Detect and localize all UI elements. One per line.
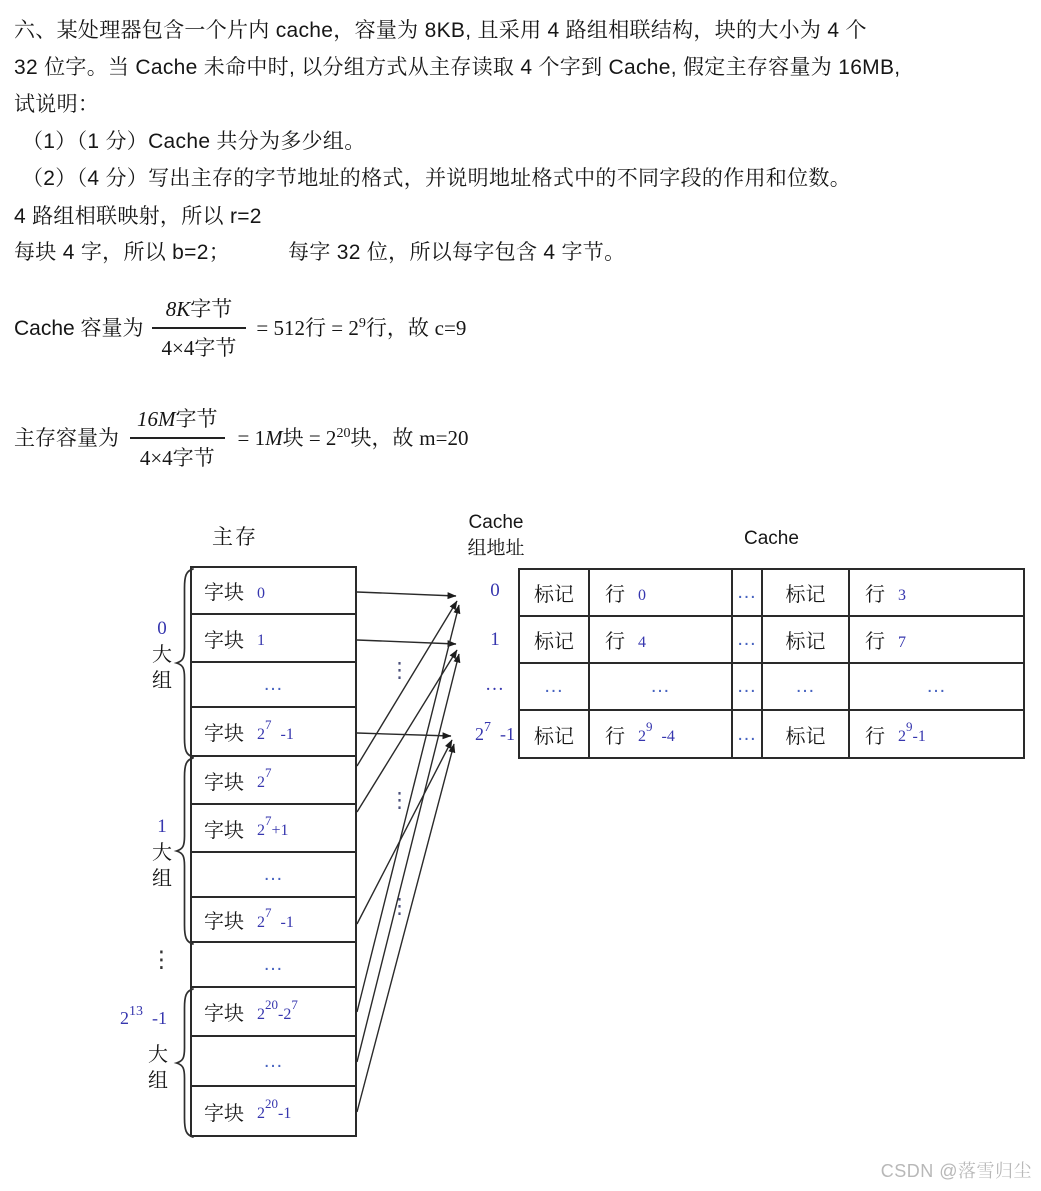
cache-cell-tag: 标记 — [763, 570, 850, 617]
main-memory-title: 主存 — [212, 526, 258, 549]
mapping-arrow — [357, 592, 456, 596]
mapping-arrow — [357, 733, 451, 736]
set-address-value: $2^7$ -1 — [475, 720, 515, 744]
group-char: 组 — [152, 670, 172, 692]
solution-line-2 — [14, 236, 625, 266]
formula-prefix: Cache 容量为 — [14, 317, 144, 340]
fraction — [152, 293, 247, 362]
main-memory-row-ellipsis: … — [192, 853, 355, 898]
fraction-numerator: 8K字节 — [165, 296, 233, 321]
main-memory-row-ellipsis: … — [192, 663, 355, 708]
set-address-title-line1: Cache — [468, 512, 524, 533]
question-2: （2）（4 分）写出主存的字节地址的格式，并说明地址格式中的不同字段的作用和位数。 — [22, 167, 851, 190]
group-label-2-number: 213 -1 — [120, 1004, 167, 1028]
cache-cell-line: 行 3 — [850, 570, 1023, 617]
group-char: 组 — [148, 1070, 168, 1092]
cache-cell-ellipsis: … — [763, 664, 850, 711]
group-char: 大 — [152, 644, 172, 666]
formula-result: = 512行 = $2^9$行，故 c=9 — [256, 316, 467, 340]
connector-dots: ⋮ — [389, 789, 410, 812]
main-memory-row: 字块 2 20 -2 7 — [192, 988, 355, 1037]
set-address-title — [448, 510, 544, 562]
set-address-ellipsis: … — [485, 674, 505, 695]
cache-cell-tag: 标记 — [763, 617, 850, 664]
cache-cell-line: 行 4 — [590, 617, 733, 664]
cache-cell-line: 行 0 — [590, 570, 733, 617]
cache-cell-tag: 标记 — [520, 617, 590, 664]
problem-line-3: 试说明： — [14, 93, 100, 116]
main-memory-row: 字块 0 — [192, 568, 355, 615]
group-label-2 — [143, 1042, 173, 1094]
fraction-denominator: 4×4字节 — [130, 437, 225, 472]
set-address-value: 1 — [490, 629, 500, 650]
formula-memory-capacity — [14, 394, 468, 480]
cache-cell-line: 行 2 9 -1 — [865, 719, 926, 748]
connector-dots: ⋮ — [389, 895, 410, 918]
fraction-denominator: 4×4字节 — [152, 327, 247, 362]
group-char: 大 — [152, 842, 172, 864]
mapping-arrow — [357, 601, 457, 766]
problem-line-2: 32 位字。当 Cache 未命中时, 以分组方式从主存读取 4 个字到 Cache, 假定主存容量为 16MB, — [14, 56, 901, 79]
formula-result: = 1M块 = $2^{20}$块，故 m=20 — [237, 426, 469, 450]
set-address-value: 0 — [490, 580, 500, 601]
main-memory-table — [190, 566, 357, 1137]
cache-cell-ellipsis: … — [850, 664, 1023, 711]
set-address-title-line2: 组地址 — [467, 538, 525, 559]
group-separator-dots: ⋮ — [150, 946, 173, 972]
fraction — [127, 403, 228, 472]
formula-cache-capacity — [14, 284, 466, 370]
cache-cell-ellipsis: … — [733, 664, 763, 711]
cache-cell-tag: 标记 — [520, 711, 590, 757]
main-memory-row: 字块 2 7 — [192, 757, 355, 805]
cache-table — [518, 568, 1025, 759]
group-char: 组 — [152, 868, 172, 890]
group-label-1 — [147, 814, 177, 892]
group-number: 0 — [157, 618, 167, 639]
main-memory-row-ellipsis: … — [192, 1037, 355, 1087]
main-memory-row: 字块 1 — [192, 615, 355, 663]
cache-cell-line: 行 2 9 -4 — [590, 711, 733, 757]
cache-cell-ellipsis: … — [733, 570, 763, 617]
group-number: 1 — [157, 816, 167, 837]
cache-cell-ellipsis: … — [733, 617, 763, 664]
main-memory-row: 字块 2 7 +1 — [192, 805, 355, 853]
formula-prefix: 主存容量为 — [14, 427, 119, 450]
solution-line-1: 4 路组相联映射，所以 r=2 — [14, 205, 262, 228]
cache-cell-ellipsis: … — [733, 711, 763, 757]
main-memory-row-ellipsis: … — [192, 943, 355, 988]
watermark: CSDN @落雪归尘 — [880, 1161, 1032, 1181]
problem-line-1: 六、某处理器包含一个片内 cache，容量为 8KB, 且采用 4 路组相联结构，块的大小为 4 个 — [14, 19, 867, 42]
solution-line-2a: 每块 4 字，所以 b=2； — [14, 241, 231, 264]
cache-cell-ellipsis: … — [520, 664, 590, 711]
cache-cell-tag: 标记 — [520, 570, 590, 617]
cache-title: Cache — [744, 528, 799, 549]
main-memory-row: 字块 2 20 -1 — [204, 1096, 292, 1125]
main-memory-row: 字块 2 7 -1 — [192, 898, 355, 943]
connector-dots: ⋮ — [389, 659, 410, 682]
solution-line-2b: 每字 32 位，所以每字包含 4 字节。 — [288, 241, 626, 264]
fraction-numerator: 16M字节 — [137, 406, 218, 431]
cache-cell-line: 行 7 — [850, 617, 1023, 664]
cache-cell-ellipsis: … — [590, 664, 733, 711]
mapping-arrow — [357, 654, 459, 1062]
main-memory-row: 字块 2 7 -1 — [192, 708, 355, 757]
group-label-0 — [147, 616, 177, 694]
cache-cell-tag: 标记 — [763, 711, 850, 757]
question-1: （1）（1 分）Cache 共分为多少组。 — [22, 130, 366, 153]
group-char: 大 — [148, 1044, 168, 1066]
mapping-arrow — [357, 640, 456, 644]
